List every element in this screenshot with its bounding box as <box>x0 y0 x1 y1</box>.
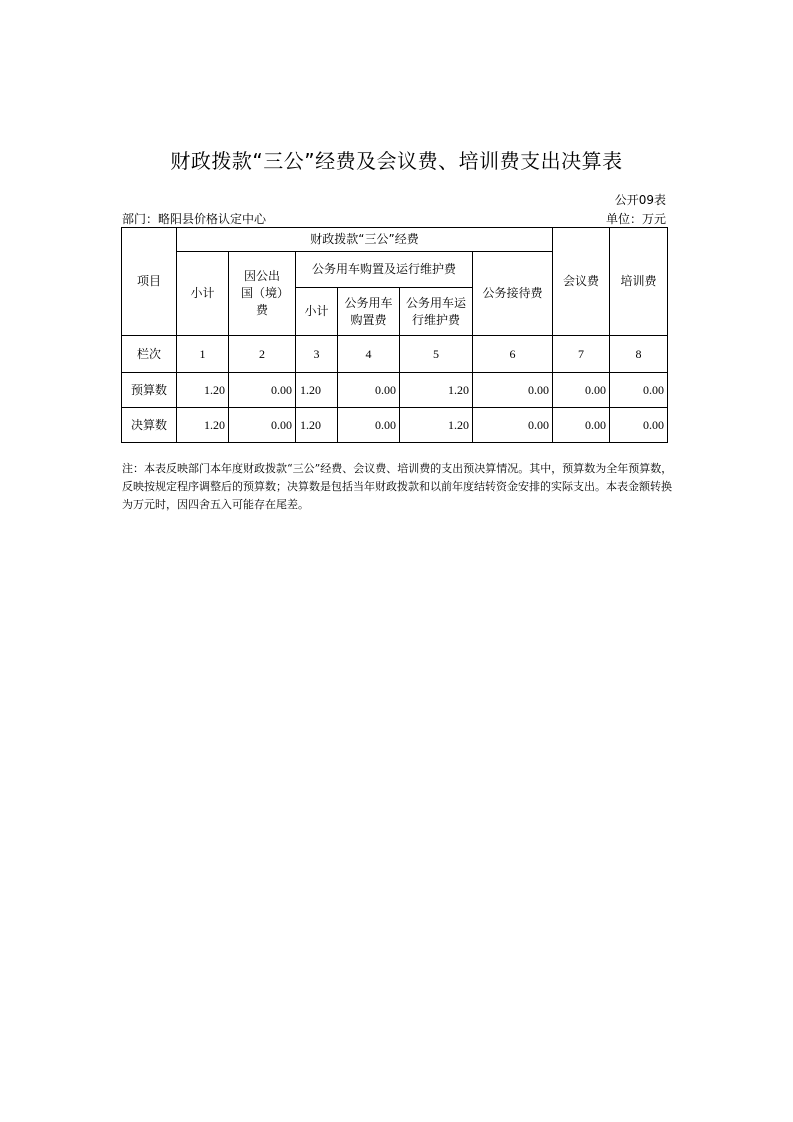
page-title: 财政拨款“三公”经费及会议费、培训费支出决算表 <box>170 149 623 173</box>
table-cell: 1.20 <box>177 373 229 408</box>
column-number: 1 <box>177 336 229 373</box>
table-cell: 0.00 <box>338 408 400 443</box>
unit-label: 单位：万元 <box>605 212 666 226</box>
header-abroad-fee-text: 因公出国（境）费 <box>240 269 283 317</box>
column-number: 6 <box>473 336 553 373</box>
table-cell: 0.00 <box>473 408 553 443</box>
table-cell: 1.20 <box>400 408 473 443</box>
expenditure-table <box>121 227 668 443</box>
column-number: 3 <box>296 336 338 373</box>
table-cell: 1.20 <box>177 408 229 443</box>
header-training-fee: 培训费 <box>610 228 668 336</box>
header-vehicle-purchase <box>338 288 400 336</box>
column-number: 4 <box>338 336 400 373</box>
header-vehicle-subtotal: 小计 <box>296 288 338 336</box>
header-reception-fee: 公务接待费 <box>473 252 553 336</box>
column-number: 5 <box>400 336 473 373</box>
header-vehicle-operation <box>400 288 473 336</box>
header-three-public-group: 财政拨款“三公”经费 <box>177 228 553 252</box>
header-meeting-fee: 会议费 <box>553 228 610 336</box>
department-label: 部门：略阳县价格认定中心 <box>122 212 267 226</box>
column-number: 8 <box>610 336 668 373</box>
column-number: 7 <box>553 336 610 373</box>
header-subtotal: 小计 <box>177 252 229 336</box>
header-item: 项目 <box>122 228 177 336</box>
table-cell: 0.00 <box>338 373 400 408</box>
header-abroad-fee <box>229 252 296 336</box>
column-index-label: 栏次 <box>122 336 177 373</box>
header-vehicle-group: 公务用车购置及运行维护费 <box>296 252 473 288</box>
table-cell: 0.00 <box>553 373 610 408</box>
table-cell: 0.00 <box>610 408 668 443</box>
table-cell: 0.00 <box>473 373 553 408</box>
row-label-actual: 决算数 <box>122 408 177 443</box>
header-vehicle-purchase-text: 公务用车购置费 <box>344 295 393 327</box>
table-cell: 0.00 <box>229 373 296 408</box>
table-row <box>122 336 668 373</box>
table-cell: 0.00 <box>553 408 610 443</box>
table-cell: 1.20 <box>400 373 473 408</box>
table-cell: 0.00 <box>229 408 296 443</box>
table-row <box>122 373 668 408</box>
table-row <box>122 408 668 443</box>
table-cell: 1.20 <box>296 408 338 443</box>
table-cell: 0.00 <box>610 373 668 408</box>
column-number: 2 <box>229 336 296 373</box>
table-cell: 1.20 <box>296 373 338 408</box>
row-label-budget: 预算数 <box>122 373 177 408</box>
footnote: 注：本表反映部门本年度财政拨款“三公”经费、会议费、培训费的支出预决算情况。其中，预算数为全年预算数，反映按规定程序调整后的预算数；决算数是包括当年财政拨款和以前年度结转资金安排的实际支出。本表金额转换为万元时，因四舍五入可能存在尾差。 <box>122 462 673 511</box>
form-code: 公开09表 <box>614 193 666 207</box>
header-vehicle-operation-text: 公务用车运行维护费 <box>405 295 466 327</box>
